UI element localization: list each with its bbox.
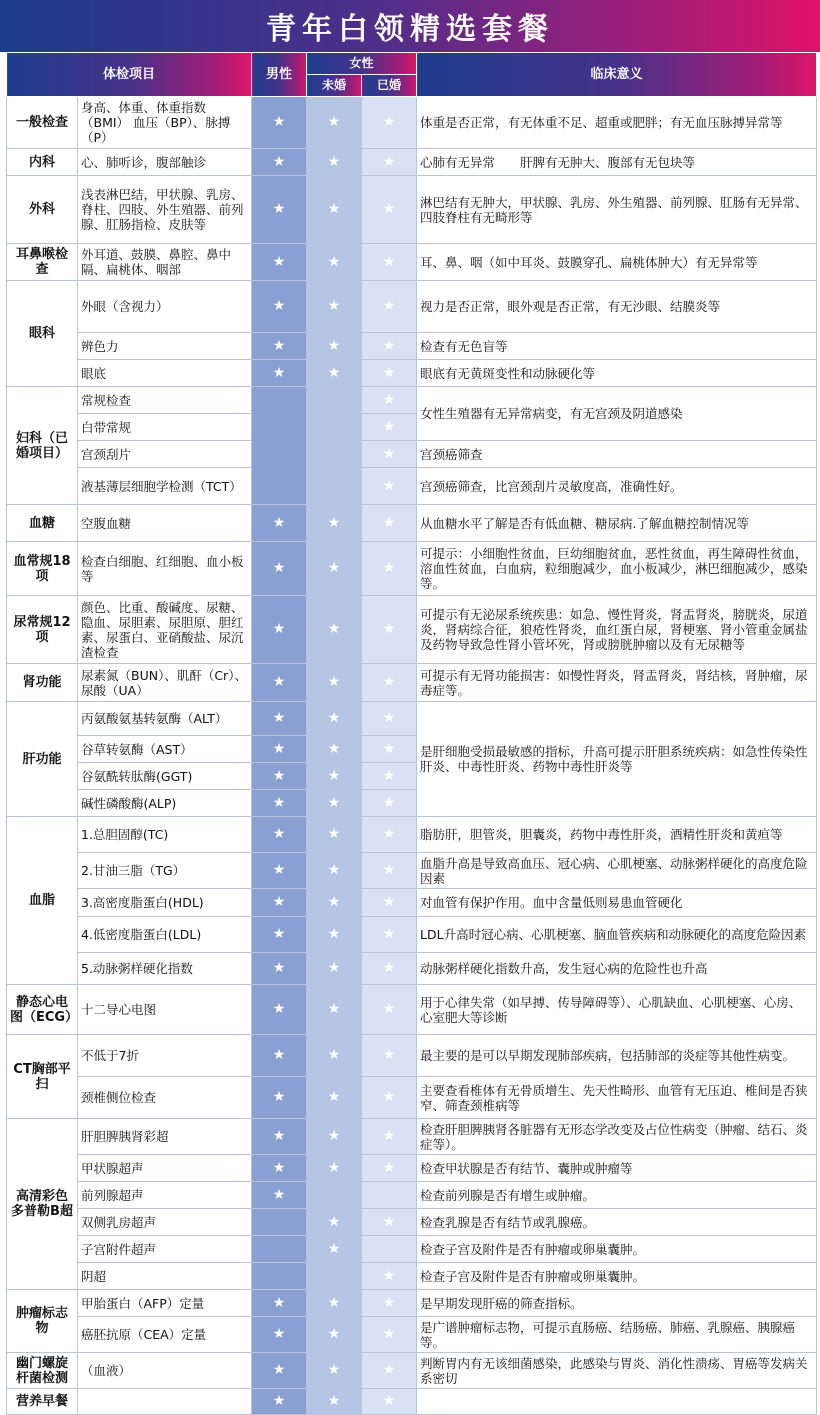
meaning-cell: 主要查看椎体有无骨质增生、先天性畸形、血管有无压迫、椎间是否狭窄、筛查颈椎病等 — [417, 1077, 817, 1119]
meaning-cell: 是广谱肿瘤标志物，可提示直肠癌、结肠癌、肺癌、乳腺癌、胰腺癌等。 — [417, 1317, 817, 1353]
table-row — [7, 149, 817, 176]
meaning-cell: 对血管有保护作用。血中含量低则易患血管硬化 — [417, 889, 817, 917]
married-star: ★ — [362, 1263, 417, 1290]
unmarried-star: ★ — [307, 736, 362, 763]
male-star: ★ — [252, 736, 307, 763]
table-row — [7, 468, 817, 505]
male-star: ★ — [252, 790, 307, 817]
meaning-cell: 检查前列腺是否有增生或肿瘤。 — [417, 1182, 817, 1209]
header-female: 女性 — [307, 53, 417, 75]
table-row — [7, 1155, 817, 1182]
meaning-cell: 用于心律失常（如早搏、传导障碍等）、心肌缺血、心肌梗塞、心房、心室肥大等诊断 — [417, 985, 817, 1035]
married-star: ★ — [362, 1119, 417, 1155]
unmarried-star: ★ — [307, 505, 362, 542]
category-cell: 幽门螺旋杆菌检测 — [7, 1353, 78, 1389]
male-star: ★ — [252, 1077, 307, 1119]
married-star: ★ — [362, 763, 417, 790]
male-empty — [252, 1236, 307, 1263]
category-cell: CT胸部平扫 — [7, 1035, 78, 1119]
item-cell: 丙氨酸氨基转氨酶（ALT） — [78, 702, 252, 736]
married-star: ★ — [362, 702, 417, 736]
unmarried-star: ★ — [307, 176, 362, 244]
table-row — [7, 1236, 817, 1263]
unmarried-star: ★ — [307, 817, 362, 853]
meaning-cell: 是早期发现肝癌的筛查指标。 — [417, 1290, 817, 1317]
header-meaning: 临床意义 — [417, 53, 817, 97]
item-cell: 3.高密度脂蛋白(HDL) — [78, 889, 252, 917]
married-star: ★ — [362, 505, 417, 542]
male-star: ★ — [252, 360, 307, 387]
married-star: ★ — [362, 441, 417, 468]
category-cell: 肾功能 — [7, 664, 78, 702]
male-star: ★ — [252, 596, 307, 664]
male-star: ★ — [252, 1155, 307, 1182]
table-row — [7, 441, 817, 468]
meaning-cell: 从血糖水平了解是否有低血糖、糖尿病.了解血糖控制情况等 — [417, 505, 817, 542]
married-star: ★ — [362, 387, 417, 414]
married-star: ★ — [362, 542, 417, 596]
table-row — [7, 1317, 817, 1353]
married-star: ★ — [362, 736, 417, 763]
item-cell — [78, 1389, 252, 1415]
table-row — [7, 387, 817, 414]
table-row — [7, 917, 817, 953]
married-star: ★ — [362, 149, 417, 176]
item-cell: 4.低密度脂蛋白(LDL) — [78, 917, 252, 953]
male-star: ★ — [252, 817, 307, 853]
male-star: ★ — [252, 281, 307, 333]
unmarried-star: ★ — [307, 333, 362, 360]
item-cell: 1.总胆固醇(TC) — [78, 817, 252, 853]
category-cell: 耳鼻喉检查 — [7, 244, 78, 281]
table-row — [7, 1389, 817, 1415]
male-star: ★ — [252, 985, 307, 1035]
unmarried-star: ★ — [307, 664, 362, 702]
male-star: ★ — [252, 333, 307, 360]
table-row — [7, 281, 817, 333]
unmarried-star: ★ — [307, 360, 362, 387]
unmarried-star: ★ — [307, 1035, 362, 1077]
table-row — [7, 1290, 817, 1317]
table-row — [7, 1263, 817, 1290]
item-cell: 常规检查 — [78, 387, 252, 414]
meaning-cell: 体重是否正常，有无体重不足、超重或肥胖；有无血压脉搏异常等 — [417, 97, 817, 149]
unmarried-star: ★ — [307, 281, 362, 333]
married-star: ★ — [362, 953, 417, 985]
item-cell: 浅表淋巴结，甲状腺、乳房、脊柱、四肢、外生殖器、前列腺、肛肠指检、皮肤等 — [78, 176, 252, 244]
male-star: ★ — [252, 505, 307, 542]
table-row — [7, 176, 817, 244]
unmarried-star: ★ — [307, 953, 362, 985]
married-star: ★ — [362, 281, 417, 333]
item-cell: 癌胚抗原（CEA）定量 — [78, 1317, 252, 1353]
item-cell: 身高、体重、体重指数（BMI） 血压（BP）、脉搏（P） — [78, 97, 252, 149]
item-cell: 肝胆脾胰肾彩超 — [78, 1119, 252, 1155]
item-cell: 辨色力 — [78, 333, 252, 360]
unmarried-empty — [307, 1182, 362, 1209]
meaning-cell: 淋巴结有无肿大，甲状腺、乳房、外生殖器、前列腺、肛肠有无异常、四肢脊柱有无畸形等 — [417, 176, 817, 244]
table-row — [7, 505, 817, 542]
meaning-cell: 检查子宫及附件是否有肿瘤或卵巢囊肿。 — [417, 1263, 817, 1290]
item-cell: 颈椎侧位检查 — [78, 1077, 252, 1119]
meaning-cell: 血脂升高是导致高血压、冠心病、心肌梗塞、动脉粥样硬化的高度危险因素 — [417, 853, 817, 889]
male-star: ★ — [252, 953, 307, 985]
married-star: ★ — [362, 1155, 417, 1182]
married-star: ★ — [362, 1389, 417, 1415]
table-row — [7, 542, 817, 596]
item-cell: 眼底 — [78, 360, 252, 387]
category-cell: 肝功能 — [7, 702, 78, 817]
item-cell: 甲胎蛋白（AFP）定量 — [78, 1290, 252, 1317]
table-row — [7, 1077, 817, 1119]
male-star: ★ — [252, 1353, 307, 1389]
male-star: ★ — [252, 244, 307, 281]
header-unmarried: 未婚 — [307, 75, 362, 97]
item-cell: 尿素氮（BUN）、肌酐（Cr）、尿酸（UA） — [78, 664, 252, 702]
male-star: ★ — [252, 1182, 307, 1209]
table-row — [7, 1353, 817, 1389]
married-star: ★ — [362, 985, 417, 1035]
male-star: ★ — [252, 176, 307, 244]
married-star: ★ — [362, 596, 417, 664]
category-cell: 尿常规12项 — [7, 596, 78, 664]
unmarried-star: ★ — [307, 1353, 362, 1389]
category-cell: 眼科 — [7, 281, 78, 387]
unmarried-star: ★ — [307, 790, 362, 817]
category-cell: 妇科（已婚项目） — [7, 387, 78, 505]
item-cell: 心、肺听诊，腹部触诊 — [78, 149, 252, 176]
header-male: 男性 — [252, 53, 307, 97]
married-star: ★ — [362, 360, 417, 387]
unmarried-star: ★ — [307, 244, 362, 281]
married-star: ★ — [362, 333, 417, 360]
male-star: ★ — [252, 1035, 307, 1077]
meaning-cell: 可提示：小细胞性贫血，巨幼细胞贫血，恶性贫血，再生障碍性贫血，溶血性贫血，白血病，粒细胞减少，血小板减少，淋巴细胞减少，感染等。 — [417, 542, 817, 596]
meaning-cell: 最主要的是可以早期发现肺部疾病，包括肺部的炎症等其他性病变。 — [417, 1035, 817, 1077]
unmarried-star: ★ — [307, 985, 362, 1035]
table-row — [7, 953, 817, 985]
category-cell: 血常规18项 — [7, 542, 78, 596]
table-row — [7, 1119, 817, 1155]
married-star: ★ — [362, 1353, 417, 1389]
male-star: ★ — [252, 763, 307, 790]
item-cell: （血液） — [78, 1353, 252, 1389]
category-cell: 营养早餐 — [7, 1389, 78, 1415]
category-cell: 肿瘤标志物 — [7, 1290, 78, 1353]
married-star: ★ — [362, 790, 417, 817]
meaning-cell: 宫颈癌筛查 — [417, 441, 817, 468]
category-cell: 高清彩色多普勒B超 — [7, 1119, 78, 1290]
meaning-cell: 是肝细胞受损最敏感的指标，升高可提示肝胆系统疾病：如急性传染性肝炎、中毒性肝炎、药物中毒性肝炎等 — [417, 702, 817, 817]
meaning-cell: 检查乳腺是否有结节或乳腺癌。 — [417, 1209, 817, 1236]
table-row — [7, 360, 817, 387]
unmarried-star: ★ — [307, 1317, 362, 1353]
item-cell: 颜色、比重、酸碱度、尿糖、隐血、尿胆素、尿胆原、胆红素、尿蛋白、亚硝酸盐、尿沉渣检查 — [78, 596, 252, 664]
male-star: ★ — [252, 1389, 307, 1415]
item-cell: 检查白细胞、红细胞、血小板等 — [78, 542, 252, 596]
item-cell: 外耳道、鼓膜、鼻腔、鼻中隔、扁桃体、咽部 — [78, 244, 252, 281]
married-star: ★ — [362, 1077, 417, 1119]
table-row — [7, 1209, 817, 1236]
male-star: ★ — [252, 1317, 307, 1353]
meaning-cell: 可提示有无肾功能损害：如慢性肾炎，肾盂肾炎，肾结核，肾肿瘤，尿毒症等。 — [417, 664, 817, 702]
married-star: ★ — [362, 176, 417, 244]
male-star: ★ — [252, 149, 307, 176]
male-star: ★ — [252, 702, 307, 736]
table-row — [7, 244, 817, 281]
married-star: ★ — [362, 244, 417, 281]
table-row — [7, 1182, 817, 1209]
category-cell: 一般检查 — [7, 97, 78, 149]
married-empty — [362, 1182, 417, 1209]
item-cell: 双侧乳房超声 — [78, 1209, 252, 1236]
item-cell: 空腹血糖 — [78, 505, 252, 542]
unmarried-star: ★ — [307, 1209, 362, 1236]
meaning-cell: 判断胃内有无该细菌感染，此感染与胃炎、消化性溃疡、胃癌等发病关系密切 — [417, 1353, 817, 1389]
male-empty — [252, 1263, 307, 1290]
male-star: ★ — [252, 1119, 307, 1155]
male-empty — [252, 387, 307, 505]
table-row — [7, 889, 817, 917]
meaning-cell: 心肺有无异常 肝脾有无肿大、腹部有无包块等 — [417, 149, 817, 176]
item-cell: 宫颈刮片 — [78, 441, 252, 468]
meaning-cell: 眼底有无黄斑变性和动脉硬化等 — [417, 360, 817, 387]
category-cell: 内科 — [7, 149, 78, 176]
meaning-cell: 女性生殖器有无异常病变，有无宫颈及阴道感染 — [417, 387, 817, 441]
unmarried-star: ★ — [307, 1236, 362, 1263]
header-item: 体检项目 — [7, 53, 252, 97]
meaning-cell: 检查有无色盲等 — [417, 333, 817, 360]
married-star: ★ — [362, 1317, 417, 1353]
item-cell: 碱性磷酸酶(ALP) — [78, 790, 252, 817]
meaning-cell: LDL升高时冠心病、心肌梗塞、脑血管疾病和动脉硬化的高度危险因素 — [417, 917, 817, 953]
meaning-cell: 检查子宫及附件是否有肿瘤或卵巢囊肿。 — [417, 1236, 817, 1263]
male-star: ★ — [252, 542, 307, 596]
meaning-cell: 可提示有无泌尿系统疾患：如急、慢性肾炎，肾盂肾炎，膀胱炎，尿道炎，肾病综合征，狼疮性肾炎，血红蛋白尿，肾梗塞、肾小管重金属盐及药物导致急性肾小管坏死，肾或膀胱肿瘤以及有无尿糖等 — [417, 596, 817, 664]
unmarried-star: ★ — [307, 889, 362, 917]
table-row — [7, 333, 817, 360]
header-married: 已婚 — [362, 75, 417, 97]
meaning-cell: 检查肝胆脾胰肾各脏器有无形态学改变及占位性病变（肿瘤、结石、炎症等）。 — [417, 1119, 817, 1155]
unmarried-star: ★ — [307, 702, 362, 736]
item-cell: 外眼（含视力） — [78, 281, 252, 333]
item-cell: 白带常规 — [78, 414, 252, 441]
unmarried-star: ★ — [307, 1389, 362, 1415]
item-cell: 前列腺超声 — [78, 1182, 252, 1209]
male-star: ★ — [252, 917, 307, 953]
male-star: ★ — [252, 853, 307, 889]
married-star: ★ — [362, 1209, 417, 1236]
unmarried-star: ★ — [307, 1290, 362, 1317]
table-row — [7, 702, 817, 736]
meaning-cell: 检查甲状腺是否有结节、囊肿或肿瘤等 — [417, 1155, 817, 1182]
unmarried-star: ★ — [307, 542, 362, 596]
meaning-cell: 视力是否正常，眼外观是否正常，有无沙眼、结膜炎等 — [417, 281, 817, 333]
meaning-cell: 脂肪肝，胆管炎，胆囊炎，药物中毒性肝炎，酒精性肝炎和黄疸等 — [417, 817, 817, 853]
unmarried-empty — [307, 387, 362, 505]
item-cell: 谷草转氨酶（AST） — [78, 736, 252, 763]
unmarried-star: ★ — [307, 149, 362, 176]
married-star: ★ — [362, 853, 417, 889]
unmarried-star: ★ — [307, 917, 362, 953]
unmarried-empty — [307, 1263, 362, 1290]
unmarried-star: ★ — [307, 763, 362, 790]
checkup-table — [6, 52, 817, 1415]
married-star: ★ — [362, 917, 417, 953]
table-row — [7, 853, 817, 889]
male-star: ★ — [252, 97, 307, 149]
male-empty — [252, 1209, 307, 1236]
male-star: ★ — [252, 664, 307, 702]
married-star: ★ — [362, 1035, 417, 1077]
page-title: 青年白领精选套餐 — [0, 0, 820, 52]
meaning-cell: 动脉粥样硬化指数升高，发生冠心病的危险性也升高 — [417, 953, 817, 985]
married-star: ★ — [362, 664, 417, 702]
table-row — [7, 664, 817, 702]
unmarried-star: ★ — [307, 596, 362, 664]
unmarried-star: ★ — [307, 1119, 362, 1155]
table-row — [7, 1035, 817, 1077]
item-cell: 子宫附件超声 — [78, 1236, 252, 1263]
item-cell: 2.甘油三脂（TG） — [78, 853, 252, 889]
married-star: ★ — [362, 1290, 417, 1317]
category-cell: 血脂 — [7, 817, 78, 985]
unmarried-star: ★ — [307, 853, 362, 889]
item-cell: 谷氨酰转肽酶(GGT) — [78, 763, 252, 790]
table-row — [7, 985, 817, 1035]
table-row — [7, 97, 817, 149]
unmarried-star: ★ — [307, 97, 362, 149]
item-cell: 液基薄层细胞学检测（TCT） — [78, 468, 252, 505]
meaning-cell: 宫颈癌筛查，比宫颈刮片灵敏度高，准确性好。 — [417, 468, 817, 505]
category-cell: 外科 — [7, 176, 78, 244]
married-star: ★ — [362, 817, 417, 853]
table-row — [7, 596, 817, 664]
unmarried-star: ★ — [307, 1077, 362, 1119]
male-star: ★ — [252, 889, 307, 917]
unmarried-star: ★ — [307, 1155, 362, 1182]
married-star: ★ — [362, 414, 417, 441]
item-cell: 甲状腺超声 — [78, 1155, 252, 1182]
item-cell: 不低于7折 — [78, 1035, 252, 1077]
married-star: ★ — [362, 97, 417, 149]
table-row — [7, 817, 817, 853]
category-cell: 静态心电图（ECG） — [7, 985, 78, 1035]
item-cell: 十二导心电图 — [78, 985, 252, 1035]
meaning-cell: 耳、鼻、咽（如中耳炎、鼓膜穿孔、扁桃体肿大）有无异常等 — [417, 244, 817, 281]
item-cell: 5.动脉粥样硬化指数 — [78, 953, 252, 985]
male-star: ★ — [252, 1290, 307, 1317]
category-cell: 血糖 — [7, 505, 78, 542]
married-star: ★ — [362, 468, 417, 505]
married-star: ★ — [362, 889, 417, 917]
meaning-cell — [417, 1389, 817, 1415]
item-cell: 阴超 — [78, 1263, 252, 1290]
married-empty — [362, 1236, 417, 1263]
